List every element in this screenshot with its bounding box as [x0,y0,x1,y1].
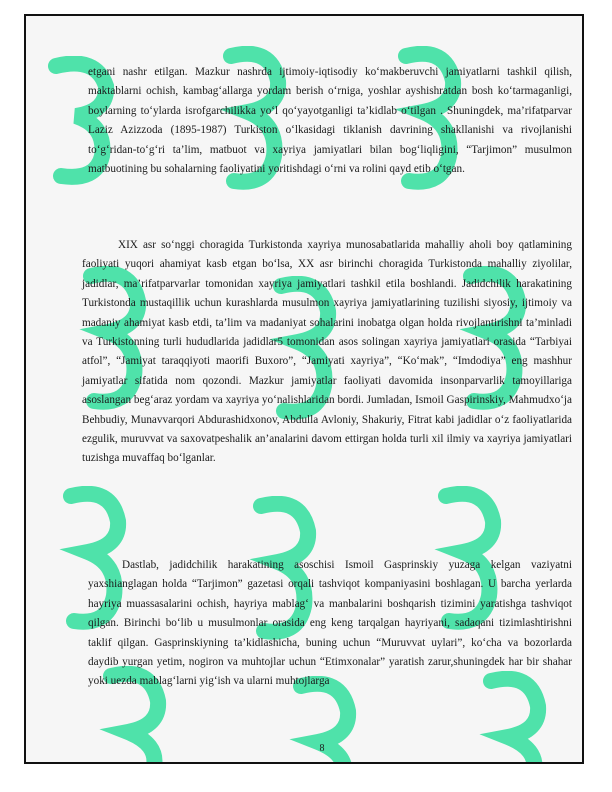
body-text [26,16,582,762]
page-number [26,743,582,754]
paragraph: XIX asr so‘nggi choragida Turkistonda xayriya munosabatlarida mahalliy aholi boy qatlamining faoliyati yuqori ahamiyat kasb etgan bo‘lsa, XX asr birinchi choragida Turkistonda mahalliy ziyolilar, jadidlar, ma’rifatparvarlar tomonidan xayriya jamiyatlari tashkil etila boshlandi. Jadidchilik harakatining Turkistonda mustaqillik uchun kurashlarda musulmon xayriya jamiyatlarining tuzilishi siyosiy, ijtimoiy va madaniy ahamiyat kasb etdi, ta’lim va madaniyat sohalarini inobatga olgan holda rivojlantirishni ta’minladi va Turkistonning turli hududlarida jadidlar5 tomonidan asos solingan xayriya jamiyatlari orasida “Tarbiyai atfol”, “Jamiyat taraqqiyoti maorifi Buxoro”, “Jamiyati xayriya”, “Ko‘mak”, “Imdodiya” eng mashhur jamiyatlar sifatida nom qozondi. Mazkur jamiyatlar faoliyati davomida insonparvarlik tamoyillariga asoslangan beg‘araz yordam va xayriya yo‘nalishlaridan bordi. Jumladan, Ismoil Gaspirinskiy, Mahmudxo‘ja Behbudiy, Munavvarqori Abdurashidxonov, Abdulla Avloniy, Shakuriy, Fitrat kabi jadidlar o‘z faoliyatlarida ezgulik, muruvvat va saxovatpeshalik an’analarini davom ettirgan holda turli xil ilmiy va xayriya jamiyatlari tuzishga muvaffaq bo‘lganlar. [82,239,572,465]
page-number-label: 8 [319,743,325,754]
paragraph: etgani nashr etilgan. Mazkur nashrda ijtimoiy-iqtisodiy ko‘makberuvchi jamiyatlarni tashkil qilish, maktablarni ochish, kambag‘allarga yordam berish o‘rniga, yoshlar ayshishratdan bosh ko‘tarmaganligi, boylarning to‘ylarda isrofgarchilikka yo‘l qo‘yayotganligi ta’kidlab o‘tilgan . Shuningdek, ma’rifatparvar Laziz Azizzoda (1895-1987) Turkiston o‘lkasidagi tiklanish davrining shakllanishi va rivojlanishi to‘g‘ridan-to‘g‘ri ta’lim, matbuot va xayriya jamiyatlari bilan bog‘liqligini, “Tarjimon” musulmon matbuotining bu sohalarning faoliyatini yoritishdagi o‘rni va rolini qayd etib o‘tgan. [88,66,572,176]
page-border-frame [24,14,584,764]
paragraph: Dastlab, jadidchilik harakatining asoschisi Ismoil Gasprinskiy yuzaga kelgan vaziyatni yaxshianglagan holda “Tarjimon” gazetasi orqali tashviqot kompaniyasini boshlagan. U barcha yerlarda hayriya muassasalarini ochish, hayriya mablag‘ va manbalarini boshqarish tizimini yaratishga tashviqot qilgan. Birinchi bo‘lib u musulmonlar orasida eng keng tarqalgan hayriyani, sadaqani tizimlashtirishni taklif qilgan. Gasprinskiyning ta’kidlashicha, buning uchun “Muruvvat uylari”, ko‘cha va bozorlarda daydib yurgan yetim, nogiron va muhtojlar uchun “Etimxonalar” yaratish zarur,shuningdek har bir shahar yoki uezda mablag‘larni yig‘ish va ularni muhtojlarga [88,559,572,688]
